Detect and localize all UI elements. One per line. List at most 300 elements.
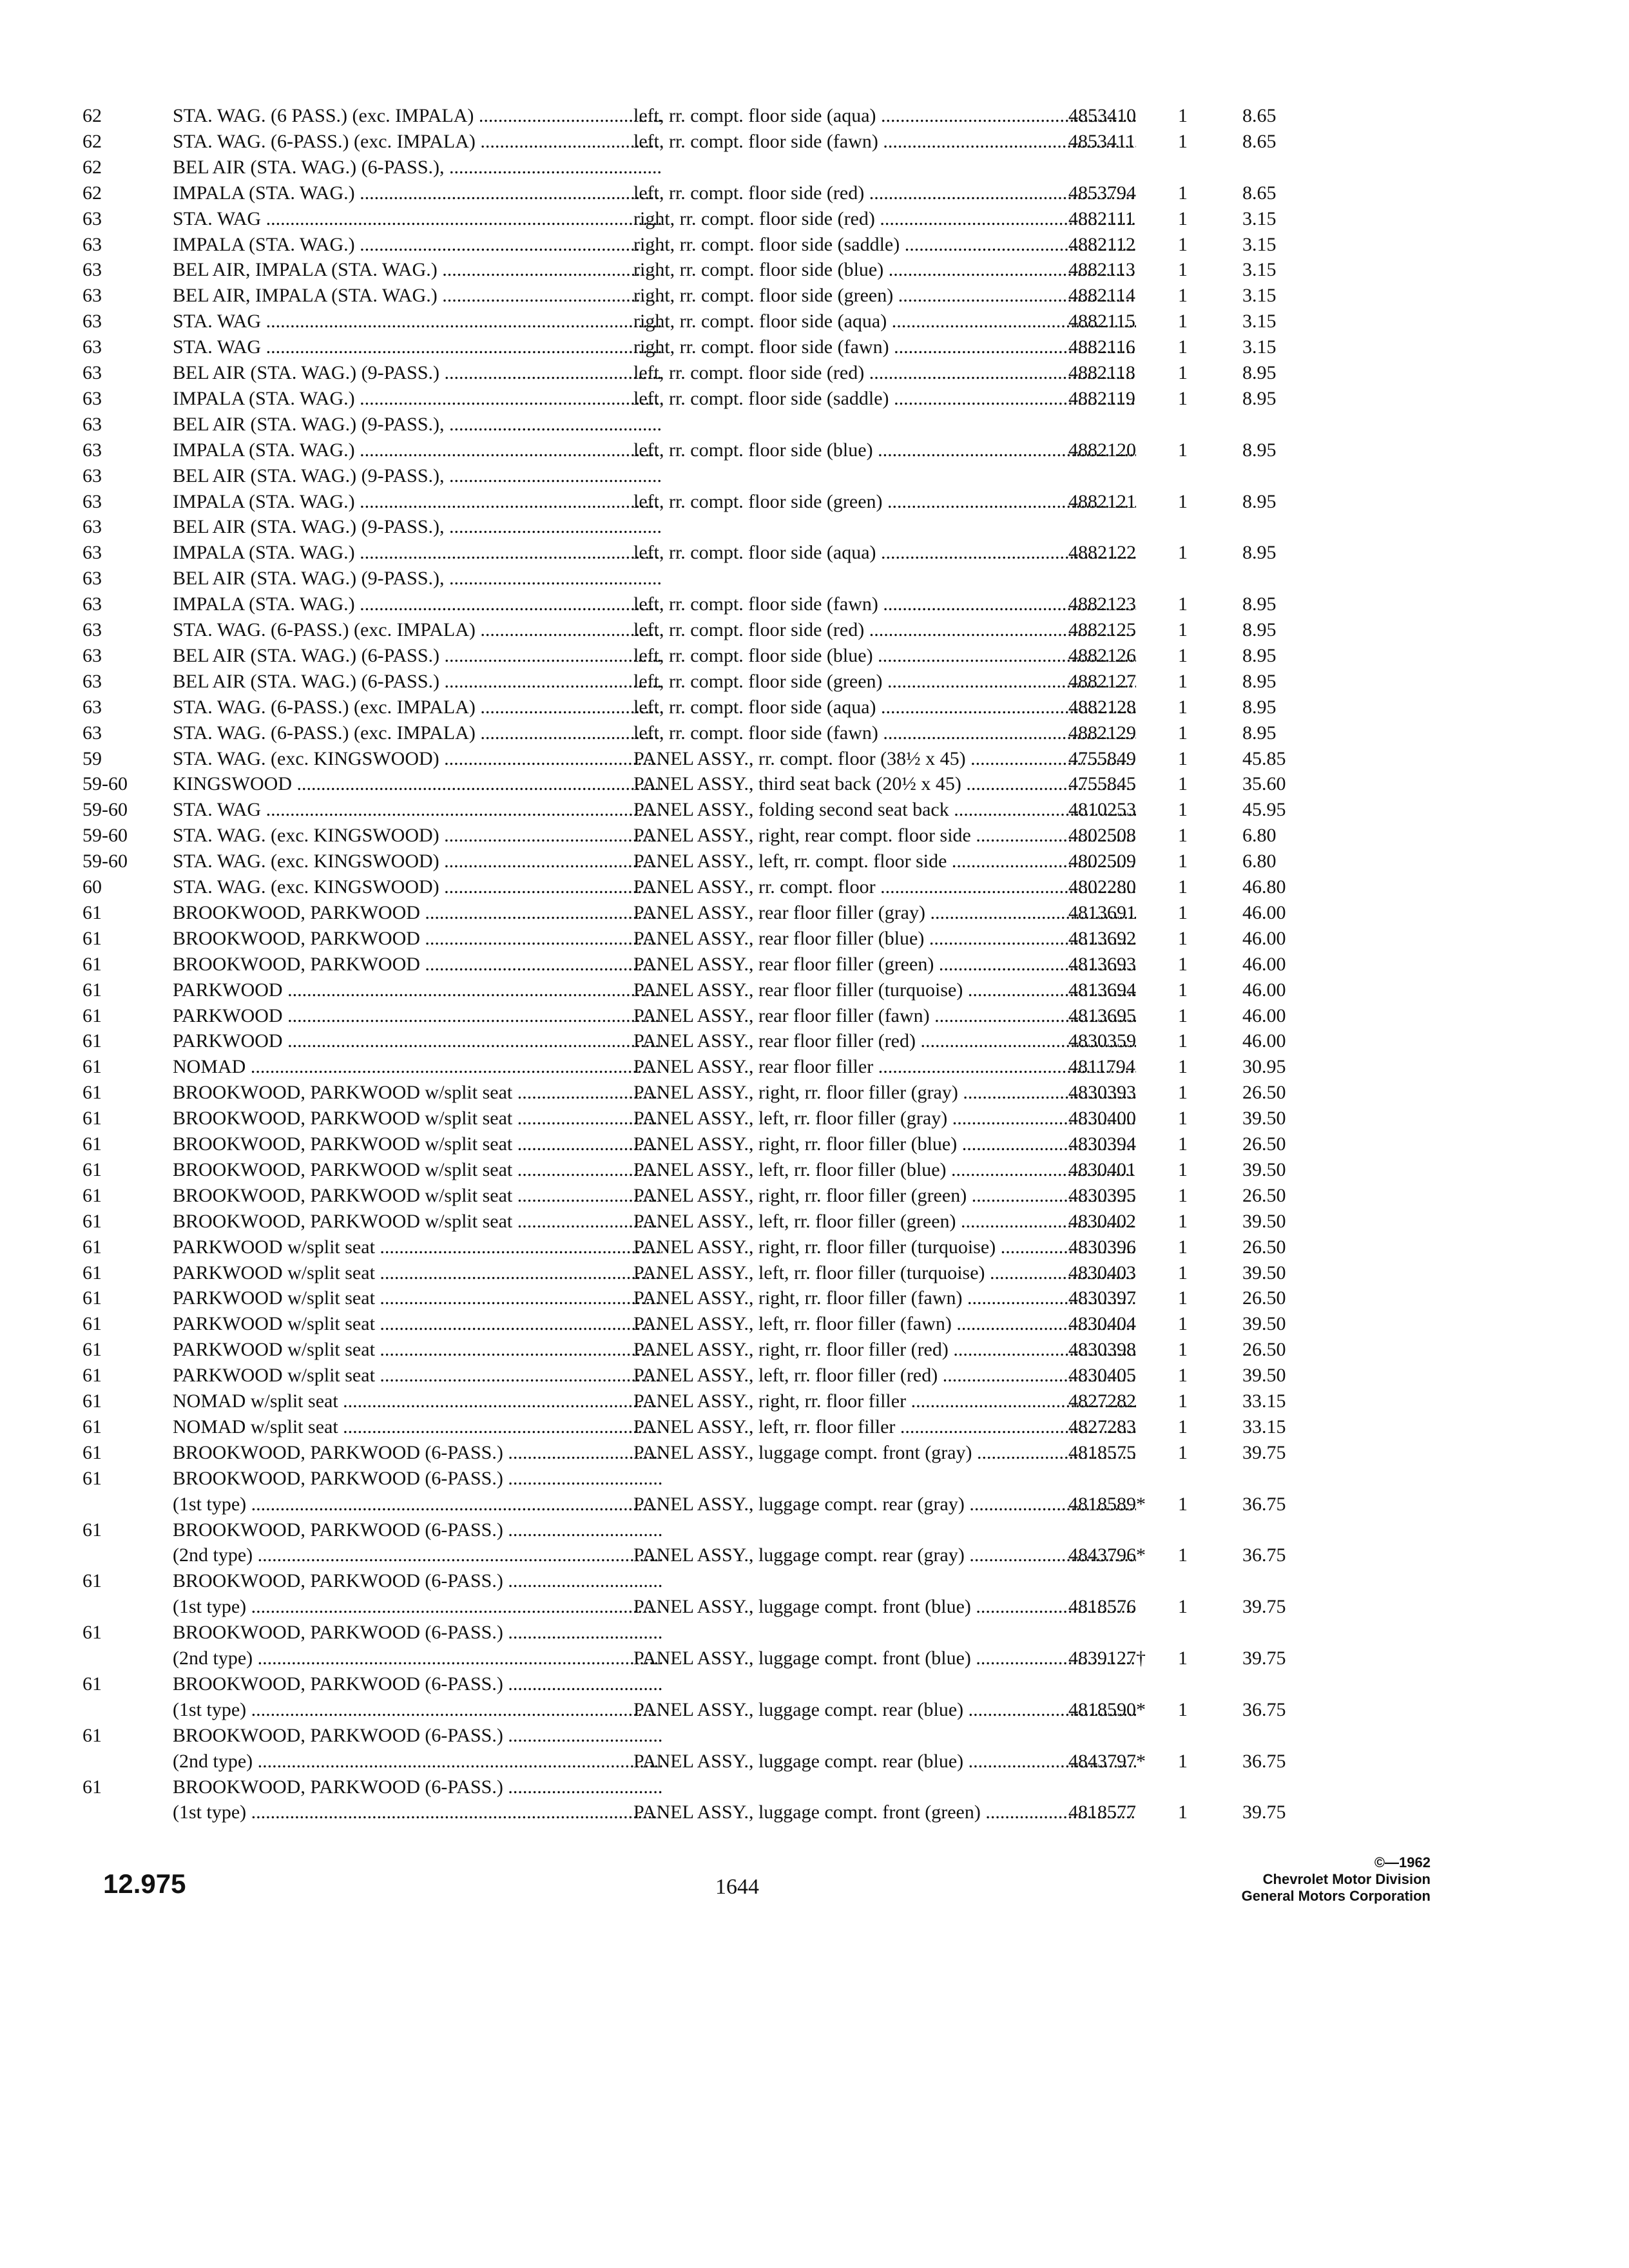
part-description: PANEL ASSY., rr. compt. floor (38½ x 45) .....	[633, 746, 1136, 772]
part-description: right, rr. compt. floor side (blue) .....	[633, 257, 1136, 283]
model-name: (2nd type) .....	[173, 1749, 662, 1774]
quantity: 1	[1178, 1184, 1188, 1206]
part-description: PANEL ASSY., rr. compt. floor .....	[633, 874, 1136, 900]
table-row	[82, 797, 1397, 823]
model-name: IMPALA (STA. WAG.) .....	[173, 386, 662, 412]
part-description: PANEL ASSY., rear floor filler (blue) .....	[633, 926, 1136, 952]
quantity: 1	[1178, 1416, 1188, 1437]
part-number: 4755845	[1068, 773, 1136, 795]
table-row	[82, 103, 1397, 129]
table-row	[82, 952, 1397, 977]
model-name: STA. WAG. (6-PASS.) (exc. IMPALA) .....	[173, 720, 662, 746]
part-number: 4830395	[1068, 1184, 1136, 1206]
part-description: right, rr. compt. floor side (fawn) .....	[633, 334, 1136, 360]
price: 39.75	[1242, 1648, 1286, 1669]
quantity: 1	[1178, 825, 1188, 847]
table-row	[82, 823, 1397, 849]
price: 6.80	[1242, 850, 1277, 872]
table-row	[82, 155, 1397, 180]
price: 46.00	[1242, 927, 1286, 949]
model-name: BEL AIR (STA. WAG.) (6-PASS.) .....	[173, 669, 662, 695]
part-description: PANEL ASSY., right, rr. floor filler .....	[633, 1389, 1136, 1414]
model-year: 61	[82, 1313, 102, 1335]
table-row	[82, 1492, 1397, 1517]
model-name: (1st type) .....	[173, 1492, 662, 1517]
part-description: PANEL ASSY., rear floor filler (gray) .....	[633, 900, 1136, 926]
part-description: right, rr. compt. floor side (saddle) .....	[633, 232, 1136, 258]
price: 39.50	[1242, 1313, 1286, 1335]
part-number: 4818576	[1068, 1596, 1136, 1618]
price: 8.95	[1242, 542, 1277, 564]
table-row	[82, 1568, 1397, 1594]
quantity: 1	[1178, 336, 1188, 358]
part-description: PANEL ASSY., right, rr. floor filler (blue) .....	[633, 1131, 1136, 1157]
model-name: BROOKWOOD, PARKWOOD w/split seat .....	[173, 1106, 662, 1131]
part-number: 4882118	[1068, 362, 1135, 383]
price: 8.95	[1242, 670, 1277, 692]
model-name: NOMAD .....	[173, 1054, 662, 1080]
part-description: PANEL ASSY., luggage compt. rear (blue) .....	[633, 1697, 1136, 1723]
quantity: 1	[1178, 1236, 1188, 1258]
table-row	[82, 1003, 1397, 1029]
model-name: STA. WAG .....	[173, 797, 662, 823]
quantity: 1	[1178, 799, 1188, 821]
model-year: 61	[82, 1133, 102, 1155]
quantity: 1	[1178, 130, 1188, 152]
quantity: 1	[1178, 1390, 1188, 1412]
part-description: PANEL ASSY., left, rr. floor filler .....	[633, 1414, 1136, 1440]
model-name: BEL AIR (STA. WAG.) (9-PASS.), .....	[173, 566, 662, 591]
quantity: 1	[1178, 490, 1188, 512]
model-name: KINGSWOOD .....	[173, 771, 662, 797]
model-name: (1st type) .....	[173, 1697, 662, 1723]
part-description: left, rr. compt. floor side (aqua) .....	[633, 103, 1136, 129]
part-number: 4882115	[1068, 311, 1135, 332]
model-year: 63	[82, 259, 102, 281]
model-name: STA. WAG. (6-PASS.) (exc. IMPALA) .....	[173, 695, 662, 720]
model-name: BROOKWOOD, PARKWOOD .....	[173, 926, 662, 952]
model-year: 62	[82, 105, 102, 126]
part-description: PANEL ASSY., rear floor filler (green) .....	[633, 952, 1136, 977]
quantity: 1	[1178, 387, 1188, 409]
model-year: 61	[82, 1056, 102, 1078]
model-year: 61	[82, 1776, 102, 1798]
price: 3.15	[1242, 207, 1277, 229]
table-row	[82, 1542, 1397, 1568]
model-name: PARKWOOD .....	[173, 1028, 662, 1054]
table-row	[82, 1594, 1397, 1620]
part-description: right, rr. compt. floor side (red) .....	[633, 206, 1136, 232]
quantity: 1	[1178, 542, 1188, 564]
table-row	[82, 1311, 1397, 1337]
table-row	[82, 540, 1397, 566]
table-row	[82, 1620, 1397, 1646]
quantity: 1	[1178, 1339, 1188, 1361]
table-row	[82, 874, 1397, 900]
table-row	[82, 977, 1397, 1003]
table-row	[82, 1697, 1397, 1723]
table-row	[82, 1209, 1397, 1235]
part-description: right, rr. compt. floor side (aqua) .....	[633, 309, 1136, 334]
part-description: PANEL ASSY., luggage compt. front (gray) .....	[633, 1440, 1136, 1466]
model-year: 63	[82, 387, 102, 409]
model-name: BEL AIR (STA. WAG.) (9-PASS.) .....	[173, 360, 662, 386]
part-description: PANEL ASSY., right, rr. floor filler (gray) .....	[633, 1080, 1136, 1106]
model-year: 61	[82, 979, 102, 1001]
part-number: 4810253	[1068, 799, 1136, 821]
quantity: 1	[1178, 311, 1188, 332]
model-year: 63	[82, 413, 102, 435]
part-number: 4843797*	[1068, 1750, 1146, 1772]
quantity: 1	[1178, 1313, 1188, 1335]
price: 46.00	[1242, 953, 1286, 975]
quantity: 1	[1178, 953, 1188, 975]
model-year: 63	[82, 285, 102, 307]
model-year: 61	[82, 1390, 102, 1412]
price: 26.50	[1242, 1082, 1286, 1104]
price: 26.50	[1242, 1184, 1286, 1206]
model-year: 63	[82, 619, 102, 640]
model-year: 61	[82, 1108, 102, 1129]
table-row	[82, 334, 1397, 360]
table-row	[82, 849, 1397, 874]
table-row	[82, 1106, 1397, 1131]
part-description: PANEL ASSY., luggage compt. rear (gray) .....	[633, 1542, 1136, 1568]
model-year: 62	[82, 130, 102, 152]
quantity: 1	[1178, 593, 1188, 615]
part-number: 4830398	[1068, 1339, 1136, 1361]
part-description: PANEL ASSY., third seat back (20½ x 45) .....	[633, 771, 1136, 797]
price: 8.95	[1242, 490, 1277, 512]
model-name: BROOKWOOD, PARKWOOD w/split seat .....	[173, 1080, 662, 1106]
part-description: left, rr. compt. floor side (green) .....	[633, 669, 1136, 695]
quantity: 1	[1178, 1004, 1188, 1026]
model-name: BEL AIR, IMPALA (STA. WAG.) .....	[173, 283, 662, 309]
price: 8.65	[1242, 182, 1277, 204]
table-row	[82, 180, 1397, 206]
model-year: 62	[82, 156, 102, 178]
model-year: 59-60	[82, 799, 128, 821]
quantity: 1	[1178, 1648, 1188, 1669]
part-description: PANEL ASSY., left, rr. floor filler (fawn) .....	[633, 1311, 1136, 1337]
quantity: 1	[1178, 207, 1188, 229]
model-name: PARKWOOD .....	[173, 977, 662, 1003]
model-name: BEL AIR (STA. WAG.) (9-PASS.), .....	[173, 463, 662, 489]
quantity: 1	[1178, 259, 1188, 281]
model-name: STA. WAG .....	[173, 334, 662, 360]
table-row	[82, 283, 1397, 309]
price: 46.00	[1242, 901, 1286, 923]
model-year: 61	[82, 1339, 102, 1361]
model-name: BROOKWOOD, PARKWOOD (6-PASS.) .....	[173, 1568, 662, 1594]
part-description: PANEL ASSY., luggage compt. rear (gray) .....	[633, 1492, 1136, 1517]
part-description: left, rr. compt. floor side (saddle) .....	[633, 386, 1136, 412]
part-description: left, rr. compt. floor side (red) .....	[633, 617, 1136, 643]
model-name: (1st type) .....	[173, 1800, 662, 1825]
quantity: 1	[1178, 696, 1188, 718]
model-name: STA. WAG .....	[173, 309, 662, 334]
part-number: 4818589*	[1068, 1493, 1146, 1515]
part-description: right, rr. compt. floor side (green) .....	[633, 283, 1136, 309]
table-row	[82, 257, 1397, 283]
model-year: 61	[82, 1441, 102, 1463]
model-name: BROOKWOOD, PARKWOOD w/split seat .....	[173, 1157, 662, 1183]
part-number: 4882129	[1068, 722, 1136, 744]
part-number: 4830400	[1068, 1108, 1136, 1129]
price: 46.00	[1242, 1004, 1286, 1026]
table-row	[82, 1260, 1397, 1286]
part-description: PANEL ASSY., left, rr. floor filler (blue) .....	[633, 1157, 1136, 1183]
price: 45.95	[1242, 799, 1286, 821]
part-description: left, rr. compt. floor side (red) .....	[633, 180, 1136, 206]
table-row	[82, 1517, 1397, 1543]
model-year: 61	[82, 1030, 102, 1052]
price: 39.50	[1242, 1210, 1286, 1232]
model-name: BEL AIR (STA. WAG.) (6-PASS.) .....	[173, 643, 662, 669]
part-number: 4830359	[1068, 1030, 1136, 1052]
model-name: (2nd type) .....	[173, 1542, 662, 1568]
price: 36.75	[1242, 1750, 1286, 1772]
model-name: BROOKWOOD, PARKWOOD .....	[173, 900, 662, 926]
model-name: BROOKWOOD, PARKWOOD (6-PASS.) .....	[173, 1466, 662, 1492]
model-year: 61	[82, 1622, 102, 1644]
quantity: 1	[1178, 1133, 1188, 1155]
table-row	[82, 463, 1397, 489]
model-name: STA. WAG. (6-PASS.) (exc. IMPALA) .....	[173, 617, 662, 643]
part-number: 4853794	[1068, 182, 1136, 204]
part-number: 4818575	[1068, 1441, 1136, 1463]
part-description: PANEL ASSY., right, rr. floor filler (fawn) .....	[633, 1285, 1136, 1311]
model-year: 61	[82, 1287, 102, 1309]
table-row	[82, 591, 1397, 617]
price: 3.15	[1242, 259, 1277, 281]
price: 8.95	[1242, 722, 1277, 744]
model-year: 61	[82, 1570, 102, 1592]
part-number: 4882122	[1068, 542, 1136, 564]
part-description: left, rr. compt. floor side (fawn) .....	[633, 591, 1136, 617]
table-row	[82, 695, 1397, 720]
quantity: 1	[1178, 773, 1188, 795]
price: 30.95	[1242, 1056, 1286, 1078]
model-year: 63	[82, 644, 102, 666]
model-year: 63	[82, 542, 102, 564]
part-description: left, rr. compt. floor side (fawn) .....	[633, 720, 1136, 746]
model-year: 61	[82, 1210, 102, 1232]
price: 35.60	[1242, 773, 1286, 795]
part-description: left, rr. compt. floor side (green) .....	[633, 489, 1136, 515]
model-year: 59	[82, 747, 102, 769]
price: 3.15	[1242, 285, 1277, 307]
quantity: 1	[1178, 1030, 1188, 1052]
part-description: PANEL ASSY., right, rr. floor filler (red) .....	[633, 1337, 1136, 1363]
part-number: 4818577	[1068, 1802, 1136, 1823]
table-row	[82, 489, 1397, 515]
table-row	[82, 1800, 1397, 1825]
part-number: 4813691	[1068, 901, 1136, 923]
price: 8.95	[1242, 362, 1277, 383]
price: 8.65	[1242, 105, 1277, 126]
model-name: PARKWOOD w/split seat .....	[173, 1311, 662, 1337]
part-number: 4882123	[1068, 593, 1136, 615]
part-number: 4882114	[1068, 285, 1135, 307]
price: 39.50	[1242, 1108, 1286, 1129]
part-number: 4830393	[1068, 1082, 1136, 1104]
table-row	[82, 1414, 1397, 1440]
model-year: 61	[82, 1467, 102, 1489]
model-name: PARKWOOD w/split seat .....	[173, 1260, 662, 1286]
part-number: 4813693	[1068, 953, 1136, 975]
quantity: 1	[1178, 1493, 1188, 1515]
quantity: 1	[1178, 901, 1188, 923]
price: 8.95	[1242, 387, 1277, 409]
corporation-name: General Motors Corporation	[1241, 1888, 1431, 1904]
model-name: BROOKWOOD, PARKWOOD (6-PASS.) .....	[173, 1517, 662, 1543]
model-year: 62	[82, 182, 102, 204]
model-year: 61	[82, 901, 102, 923]
model-year: 61	[82, 1724, 102, 1746]
table-row	[82, 643, 1397, 669]
part-description: left, rr. compt. floor side (red) .....	[633, 360, 1136, 386]
part-number: 4839127†	[1068, 1648, 1146, 1669]
table-row	[82, 309, 1397, 334]
price: 33.15	[1242, 1416, 1286, 1437]
part-number: 4811794	[1068, 1056, 1135, 1078]
table-row	[82, 437, 1397, 463]
division-name: Chevrolet Motor Division	[1262, 1871, 1431, 1887]
part-number: 4843796*	[1068, 1544, 1146, 1566]
table-row	[82, 360, 1397, 386]
model-name: IMPALA (STA. WAG.) .....	[173, 180, 662, 206]
price: 8.65	[1242, 130, 1277, 152]
model-name: STA. WAG. (6 PASS.) (exc. IMPALA) .....	[173, 103, 662, 129]
part-description: PANEL ASSY., folding second seat back .....	[633, 797, 1136, 823]
quantity: 1	[1178, 105, 1188, 126]
part-number: 4827282	[1068, 1390, 1136, 1412]
table-row	[82, 386, 1397, 412]
quantity: 1	[1178, 1750, 1188, 1772]
part-number: 4802280	[1068, 876, 1136, 898]
part-description: left, rr. compt. floor side (fawn) .....	[633, 129, 1136, 155]
model-name: (1st type) .....	[173, 1594, 662, 1620]
model-year: 61	[82, 1082, 102, 1104]
quantity: 1	[1178, 1262, 1188, 1283]
model-year: 61	[82, 1004, 102, 1026]
model-name: BEL AIR (STA. WAG.) (6-PASS.), .....	[173, 155, 662, 180]
model-name: BROOKWOOD, PARKWOOD (6-PASS.) .....	[173, 1723, 662, 1749]
model-name: IMPALA (STA. WAG.) .....	[173, 437, 662, 463]
model-name: IMPALA (STA. WAG.) .....	[173, 489, 662, 515]
model-name: (2nd type) .....	[173, 1646, 662, 1671]
part-description: PANEL ASSY., left, rr. compt. floor side .....	[633, 849, 1136, 874]
table-row	[82, 720, 1397, 746]
price: 46.00	[1242, 979, 1286, 1001]
model-year: 63	[82, 439, 102, 461]
table-row	[82, 1028, 1397, 1054]
model-year: 63	[82, 465, 102, 486]
table-row	[82, 900, 1397, 926]
model-year: 63	[82, 568, 102, 590]
part-description: PANEL ASSY., luggage compt. front (blue) .....	[633, 1594, 1136, 1620]
table-row	[82, 1440, 1397, 1466]
table-row	[82, 1183, 1397, 1209]
part-description: PANEL ASSY., right, rr. floor filler (green) .....	[633, 1183, 1136, 1209]
table-row	[82, 669, 1397, 695]
price: 39.75	[1242, 1596, 1286, 1618]
part-number: 4882119	[1068, 387, 1135, 409]
quantity: 1	[1178, 876, 1188, 898]
model-year: 61	[82, 927, 102, 949]
part-description: PANEL ASSY., left, rr. floor filler (red) .....	[633, 1363, 1136, 1389]
quantity: 1	[1178, 979, 1188, 1001]
table-row	[82, 1080, 1397, 1106]
quantity: 1	[1178, 1108, 1188, 1129]
price: 6.80	[1242, 825, 1277, 847]
model-name: STA. WAG. (exc. KINGSWOOD) .....	[173, 823, 662, 849]
price: 39.50	[1242, 1262, 1286, 1283]
model-year: 63	[82, 336, 102, 358]
model-name: PARKWOOD w/split seat .....	[173, 1285, 662, 1311]
model-name: BEL AIR (STA. WAG.) (9-PASS.), .....	[173, 412, 662, 437]
quantity: 1	[1178, 1698, 1188, 1720]
model-year: 63	[82, 722, 102, 744]
price: 26.50	[1242, 1287, 1286, 1309]
table-row	[82, 1466, 1397, 1492]
part-number: 4882111	[1068, 207, 1135, 229]
price: 39.50	[1242, 1365, 1286, 1387]
part-number: 4830394	[1068, 1133, 1136, 1155]
part-number: 4830401	[1068, 1158, 1136, 1180]
quantity: 1	[1178, 1802, 1188, 1823]
part-description: left, rr. compt. floor side (blue) .....	[633, 643, 1136, 669]
table-row	[82, 1646, 1397, 1671]
model-name: IMPALA (STA. WAG.) .....	[173, 232, 662, 258]
table-row	[82, 1723, 1397, 1749]
quantity: 1	[1178, 1596, 1188, 1618]
table-row	[82, 771, 1397, 797]
model-year: 63	[82, 670, 102, 692]
quantity: 1	[1178, 747, 1188, 769]
quantity: 1	[1178, 850, 1188, 872]
table-row	[82, 206, 1397, 232]
part-number: 4882121	[1068, 490, 1136, 512]
model-year: 61	[82, 1673, 102, 1695]
quantity: 1	[1178, 285, 1188, 307]
part-number: 4813694	[1068, 979, 1136, 1001]
part-number: 4882113	[1068, 259, 1135, 281]
model-name: STA. WAG. (exc. KINGSWOOD) .....	[173, 849, 662, 874]
quantity: 1	[1178, 1210, 1188, 1232]
model-year: 59-60	[82, 850, 128, 872]
copyright-year: ©—1962	[1374, 1854, 1431, 1870]
price: 46.80	[1242, 876, 1286, 898]
price: 36.75	[1242, 1493, 1286, 1515]
model-year: 63	[82, 207, 102, 229]
table-row	[82, 1774, 1397, 1800]
table-row	[82, 1363, 1397, 1389]
price: 36.75	[1242, 1544, 1286, 1566]
table-row	[82, 412, 1397, 437]
model-year: 61	[82, 953, 102, 975]
model-year: 63	[82, 593, 102, 615]
price: 26.50	[1242, 1236, 1286, 1258]
part-number: 4755849	[1068, 747, 1136, 769]
model-year: 60	[82, 876, 102, 898]
quantity: 1	[1178, 362, 1188, 383]
price: 36.75	[1242, 1698, 1286, 1720]
model-name: NOMAD w/split seat .....	[173, 1414, 662, 1440]
model-name: BROOKWOOD, PARKWOOD w/split seat .....	[173, 1183, 662, 1209]
quantity: 1	[1178, 1287, 1188, 1309]
